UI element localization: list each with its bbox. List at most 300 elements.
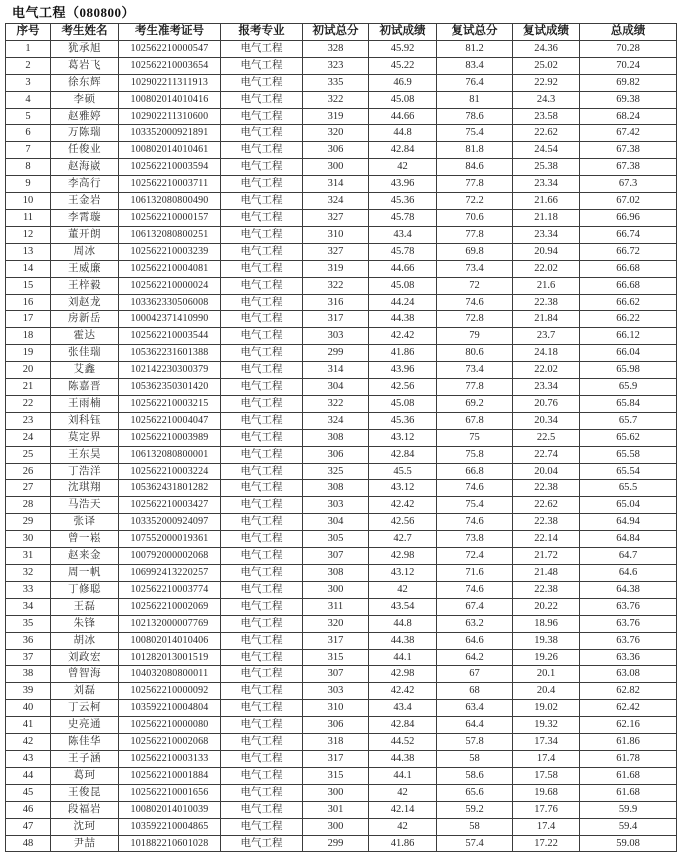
cell-final-score: 66.04 bbox=[580, 345, 677, 362]
cell-initial-total: 317 bbox=[303, 311, 369, 328]
cell-exam-id: 102562210003133 bbox=[119, 750, 221, 767]
table-row bbox=[6, 463, 677, 480]
cell-retest-total: 81 bbox=[437, 91, 513, 108]
cell-retest-score: 25.02 bbox=[513, 57, 580, 74]
cell-initial-score: 43.4 bbox=[369, 700, 437, 717]
score-table bbox=[5, 23, 677, 852]
cell-retest-score: 22.62 bbox=[513, 497, 580, 514]
cell-retest-total: 74.6 bbox=[437, 480, 513, 497]
cell-rank: 29 bbox=[6, 514, 51, 531]
cell-exam-id: 102902211311913 bbox=[119, 74, 221, 91]
cell-rank: 47 bbox=[6, 818, 51, 835]
cell-initial-total: 299 bbox=[303, 835, 369, 852]
cell-initial-score: 43.4 bbox=[369, 226, 437, 243]
cell-final-score: 61.68 bbox=[580, 784, 677, 801]
table-row bbox=[6, 480, 677, 497]
cell-retest-total: 77.8 bbox=[437, 176, 513, 193]
cell-exam-id: 105362350301420 bbox=[119, 379, 221, 396]
cell-final-score: 66.74 bbox=[580, 226, 677, 243]
cell-initial-total: 316 bbox=[303, 294, 369, 311]
cell-retest-score: 20.94 bbox=[513, 243, 580, 260]
cell-retest-total: 81.8 bbox=[437, 142, 513, 159]
cell-rank: 25 bbox=[6, 446, 51, 463]
cell-final-score: 63.36 bbox=[580, 649, 677, 666]
cell-major: 电气工程 bbox=[221, 615, 303, 632]
cell-initial-total: 299 bbox=[303, 345, 369, 362]
cell-initial-score: 42 bbox=[369, 581, 437, 598]
table-row bbox=[6, 176, 677, 193]
cell-retest-score: 19.02 bbox=[513, 700, 580, 717]
cell-initial-score: 44.66 bbox=[369, 108, 437, 125]
cell-rank: 41 bbox=[6, 717, 51, 734]
cell-major: 电气工程 bbox=[221, 345, 303, 362]
cell-name: 董开朗 bbox=[51, 226, 119, 243]
cell-retest-score: 20.04 bbox=[513, 463, 580, 480]
cell-initial-score: 42 bbox=[369, 159, 437, 176]
cell-initial-total: 319 bbox=[303, 108, 369, 125]
cell-final-score: 70.28 bbox=[580, 40, 677, 57]
cell-major: 电气工程 bbox=[221, 717, 303, 734]
cell-rank: 46 bbox=[6, 801, 51, 818]
cell-rank: 42 bbox=[6, 734, 51, 751]
cell-final-score: 64.84 bbox=[580, 531, 677, 548]
cell-name: 丁云柯 bbox=[51, 700, 119, 717]
cell-rank: 3 bbox=[6, 74, 51, 91]
cell-retest-total: 78.6 bbox=[437, 108, 513, 125]
cell-rank: 34 bbox=[6, 598, 51, 615]
cell-exam-id: 102562210003711 bbox=[119, 176, 221, 193]
cell-retest-score: 17.76 bbox=[513, 801, 580, 818]
cell-major: 电气工程 bbox=[221, 446, 303, 463]
table-row bbox=[6, 345, 677, 362]
table-row bbox=[6, 750, 677, 767]
cell-initial-score: 44.38 bbox=[369, 750, 437, 767]
cell-major: 电气工程 bbox=[221, 379, 303, 396]
cell-name: 赵雅婷 bbox=[51, 108, 119, 125]
cell-exam-id: 102562210004081 bbox=[119, 260, 221, 277]
table-row bbox=[6, 632, 677, 649]
table-row bbox=[6, 209, 677, 226]
cell-initial-total: 319 bbox=[303, 260, 369, 277]
cell-final-score: 62.16 bbox=[580, 717, 677, 734]
table-row bbox=[6, 108, 677, 125]
cell-exam-id: 103592210004804 bbox=[119, 700, 221, 717]
page-title: 电气工程（080800） bbox=[12, 5, 136, 20]
cell-final-score: 70.24 bbox=[580, 57, 677, 74]
cell-initial-score: 42.7 bbox=[369, 531, 437, 548]
cell-name: 任俊业 bbox=[51, 142, 119, 159]
cell-major: 电气工程 bbox=[221, 649, 303, 666]
cell-initial-score: 45.78 bbox=[369, 243, 437, 260]
cell-final-score: 63.08 bbox=[580, 666, 677, 683]
cell-rank: 8 bbox=[6, 159, 51, 176]
cell-exam-id: 102562210000024 bbox=[119, 277, 221, 294]
cell-final-score: 65.84 bbox=[580, 395, 677, 412]
cell-name: 胡冰 bbox=[51, 632, 119, 649]
cell-initial-total: 318 bbox=[303, 734, 369, 751]
cell-name: 陈嘉晋 bbox=[51, 379, 119, 396]
cell-initial-total: 322 bbox=[303, 395, 369, 412]
cell-retest-score: 19.32 bbox=[513, 717, 580, 734]
cell-major: 电气工程 bbox=[221, 176, 303, 193]
cell-retest-total: 64.6 bbox=[437, 632, 513, 649]
cell-initial-total: 306 bbox=[303, 142, 369, 159]
cell-final-score: 69.38 bbox=[580, 91, 677, 108]
cell-rank: 16 bbox=[6, 294, 51, 311]
cell-initial-score: 45.08 bbox=[369, 91, 437, 108]
table-row bbox=[6, 311, 677, 328]
cell-initial-total: 310 bbox=[303, 700, 369, 717]
table-row bbox=[6, 243, 677, 260]
cell-major: 电气工程 bbox=[221, 328, 303, 345]
cell-retest-score: 22.02 bbox=[513, 260, 580, 277]
cell-initial-score: 43.12 bbox=[369, 429, 437, 446]
cell-name: 王磊 bbox=[51, 598, 119, 615]
cell-final-score: 67.3 bbox=[580, 176, 677, 193]
cell-initial-total: 325 bbox=[303, 463, 369, 480]
cell-name: 赵海崴 bbox=[51, 159, 119, 176]
cell-name: 王威廉 bbox=[51, 260, 119, 277]
cell-retest-total: 72 bbox=[437, 277, 513, 294]
cell-exam-id: 105362231601388 bbox=[119, 345, 221, 362]
cell-rank: 24 bbox=[6, 429, 51, 446]
cell-initial-total: 324 bbox=[303, 193, 369, 210]
cell-name: 张译 bbox=[51, 514, 119, 531]
cell-retest-total: 57.8 bbox=[437, 734, 513, 751]
cell-initial-score: 44.8 bbox=[369, 615, 437, 632]
cell-exam-id: 106132080800251 bbox=[119, 226, 221, 243]
cell-final-score: 64.6 bbox=[580, 565, 677, 582]
cell-rank: 40 bbox=[6, 700, 51, 717]
cell-rank: 38 bbox=[6, 666, 51, 683]
cell-initial-total: 317 bbox=[303, 750, 369, 767]
cell-rank: 17 bbox=[6, 311, 51, 328]
cell-final-score: 69.82 bbox=[580, 74, 677, 91]
table-row bbox=[6, 142, 677, 159]
cell-final-score: 65.58 bbox=[580, 446, 677, 463]
cell-retest-score: 23.34 bbox=[513, 379, 580, 396]
cell-initial-total: 306 bbox=[303, 717, 369, 734]
cell-rank: 23 bbox=[6, 412, 51, 429]
cell-initial-total: 300 bbox=[303, 159, 369, 176]
cell-name: 徐东辉 bbox=[51, 74, 119, 91]
cell-exam-id: 103352000924097 bbox=[119, 514, 221, 531]
cell-initial-score: 42 bbox=[369, 818, 437, 835]
cell-initial-score: 42.42 bbox=[369, 683, 437, 700]
cell-name: 段福岩 bbox=[51, 801, 119, 818]
cell-exam-id: 103362330506008 bbox=[119, 294, 221, 311]
cell-rank: 32 bbox=[6, 565, 51, 582]
table-row bbox=[6, 379, 677, 396]
cell-retest-score: 22.62 bbox=[513, 125, 580, 142]
cell-retest-total: 64.4 bbox=[437, 717, 513, 734]
table-row bbox=[6, 277, 677, 294]
cell-retest-total: 71.6 bbox=[437, 565, 513, 582]
cell-retest-total: 79 bbox=[437, 328, 513, 345]
cell-major: 电气工程 bbox=[221, 801, 303, 818]
cell-major: 电气工程 bbox=[221, 429, 303, 446]
cell-name: 尹喆 bbox=[51, 835, 119, 852]
cell-exam-id: 101882210601028 bbox=[119, 835, 221, 852]
cell-exam-id: 102562210001884 bbox=[119, 767, 221, 784]
cell-exam-id: 102142230300379 bbox=[119, 362, 221, 379]
cell-initial-score: 42.14 bbox=[369, 801, 437, 818]
cell-initial-score: 43.54 bbox=[369, 598, 437, 615]
cell-exam-id: 102562210003544 bbox=[119, 328, 221, 345]
cell-initial-total: 303 bbox=[303, 497, 369, 514]
cell-retest-score: 23.34 bbox=[513, 226, 580, 243]
cell-exam-id: 100802014010461 bbox=[119, 142, 221, 159]
cell-initial-total: 323 bbox=[303, 57, 369, 74]
cell-rank: 35 bbox=[6, 615, 51, 632]
cell-rank: 2 bbox=[6, 57, 51, 74]
cell-rank: 14 bbox=[6, 260, 51, 277]
cell-final-score: 66.68 bbox=[580, 277, 677, 294]
cell-name: 沈琪翔 bbox=[51, 480, 119, 497]
cell-initial-score: 42.42 bbox=[369, 328, 437, 345]
cell-initial-total: 307 bbox=[303, 548, 369, 565]
cell-initial-total: 320 bbox=[303, 615, 369, 632]
column-header-name: 考生姓名 bbox=[51, 24, 119, 41]
cell-name: 周一帆 bbox=[51, 565, 119, 582]
cell-final-score: 63.76 bbox=[580, 615, 677, 632]
cell-exam-id: 102132000007769 bbox=[119, 615, 221, 632]
cell-retest-score: 17.4 bbox=[513, 750, 580, 767]
cell-retest-total: 77.8 bbox=[437, 226, 513, 243]
cell-final-score: 59.08 bbox=[580, 835, 677, 852]
cell-retest-score: 20.76 bbox=[513, 395, 580, 412]
cell-major: 电气工程 bbox=[221, 311, 303, 328]
cell-exam-id: 103352000921891 bbox=[119, 125, 221, 142]
cell-retest-score: 21.6 bbox=[513, 277, 580, 294]
cell-name: 王东昊 bbox=[51, 446, 119, 463]
table-row bbox=[6, 412, 677, 429]
cell-retest-total: 58 bbox=[437, 818, 513, 835]
cell-name: 葛岩飞 bbox=[51, 57, 119, 74]
table-row bbox=[6, 801, 677, 818]
cell-name: 朱锋 bbox=[51, 615, 119, 632]
cell-initial-score: 45.08 bbox=[369, 395, 437, 412]
cell-rank: 20 bbox=[6, 362, 51, 379]
cell-exam-id: 102562210003215 bbox=[119, 395, 221, 412]
cell-retest-score: 21.84 bbox=[513, 311, 580, 328]
cell-rank: 30 bbox=[6, 531, 51, 548]
cell-initial-total: 303 bbox=[303, 328, 369, 345]
cell-retest-score: 22.38 bbox=[513, 294, 580, 311]
cell-retest-total: 72.8 bbox=[437, 311, 513, 328]
cell-name: 马浩天 bbox=[51, 497, 119, 514]
column-header-retest-total: 复试总分 bbox=[437, 24, 513, 41]
cell-initial-total: 315 bbox=[303, 649, 369, 666]
cell-retest-score: 19.26 bbox=[513, 649, 580, 666]
cell-name: 刘赵龙 bbox=[51, 294, 119, 311]
cell-major: 电气工程 bbox=[221, 598, 303, 615]
cell-retest-score: 17.34 bbox=[513, 734, 580, 751]
cell-major: 电气工程 bbox=[221, 40, 303, 57]
cell-name: 曾一崧 bbox=[51, 531, 119, 548]
cell-major: 电气工程 bbox=[221, 395, 303, 412]
cell-exam-id: 102562210003427 bbox=[119, 497, 221, 514]
cell-initial-total: 306 bbox=[303, 446, 369, 463]
cell-initial-score: 45.78 bbox=[369, 209, 437, 226]
table-body bbox=[6, 40, 677, 852]
cell-exam-id: 100802014010416 bbox=[119, 91, 221, 108]
cell-name: 艾鑫 bbox=[51, 362, 119, 379]
cell-major: 电气工程 bbox=[221, 226, 303, 243]
cell-final-score: 66.62 bbox=[580, 294, 677, 311]
cell-retest-score: 23.7 bbox=[513, 328, 580, 345]
table-row bbox=[6, 193, 677, 210]
cell-name: 李霄璇 bbox=[51, 209, 119, 226]
cell-major: 电气工程 bbox=[221, 531, 303, 548]
cell-exam-id: 105362431801282 bbox=[119, 480, 221, 497]
cell-initial-total: 322 bbox=[303, 277, 369, 294]
cell-retest-total: 59.2 bbox=[437, 801, 513, 818]
cell-name: 刘科钰 bbox=[51, 412, 119, 429]
cell-retest-score: 22.02 bbox=[513, 362, 580, 379]
cell-final-score: 62.42 bbox=[580, 700, 677, 717]
cell-retest-total: 64.2 bbox=[437, 649, 513, 666]
cell-major: 电气工程 bbox=[221, 159, 303, 176]
cell-name: 王子涵 bbox=[51, 750, 119, 767]
cell-retest-score: 21.66 bbox=[513, 193, 580, 210]
cell-major: 电气工程 bbox=[221, 497, 303, 514]
cell-major: 电气工程 bbox=[221, 818, 303, 835]
cell-retest-total: 57.4 bbox=[437, 835, 513, 852]
cell-retest-total: 75.8 bbox=[437, 446, 513, 463]
cell-initial-total: 300 bbox=[303, 784, 369, 801]
cell-final-score: 59.4 bbox=[580, 818, 677, 835]
cell-final-score: 64.7 bbox=[580, 548, 677, 565]
cell-initial-total: 304 bbox=[303, 379, 369, 396]
cell-exam-id: 102562210002068 bbox=[119, 734, 221, 751]
column-header-exam-id: 考生准考证号 bbox=[119, 24, 221, 41]
cell-retest-total: 65.6 bbox=[437, 784, 513, 801]
cell-final-score: 66.68 bbox=[580, 260, 677, 277]
cell-major: 电气工程 bbox=[221, 581, 303, 598]
table-row bbox=[6, 666, 677, 683]
cell-rank: 28 bbox=[6, 497, 51, 514]
table-row bbox=[6, 784, 677, 801]
cell-name: 王金岩 bbox=[51, 193, 119, 210]
cell-rank: 36 bbox=[6, 632, 51, 649]
cell-initial-score: 42 bbox=[369, 784, 437, 801]
table-row bbox=[6, 734, 677, 751]
cell-initial-score: 45.08 bbox=[369, 277, 437, 294]
table-row bbox=[6, 767, 677, 784]
cell-retest-total: 76.4 bbox=[437, 74, 513, 91]
cell-major: 电气工程 bbox=[221, 632, 303, 649]
cell-retest-score: 19.38 bbox=[513, 632, 580, 649]
cell-initial-score: 44.38 bbox=[369, 632, 437, 649]
cell-final-score: 63.76 bbox=[580, 632, 677, 649]
cell-final-score: 64.94 bbox=[580, 514, 677, 531]
cell-initial-total: 314 bbox=[303, 176, 369, 193]
cell-exam-id: 104032080800011 bbox=[119, 666, 221, 683]
cell-exam-id: 100042371410990 bbox=[119, 311, 221, 328]
cell-name: 赵来金 bbox=[51, 548, 119, 565]
cell-major: 电气工程 bbox=[221, 57, 303, 74]
cell-initial-score: 42.42 bbox=[369, 497, 437, 514]
cell-retest-total: 69.8 bbox=[437, 243, 513, 260]
cell-name: 王梓毅 bbox=[51, 277, 119, 294]
cell-retest-total: 73.4 bbox=[437, 260, 513, 277]
cell-major: 电气工程 bbox=[221, 666, 303, 683]
cell-major: 电气工程 bbox=[221, 835, 303, 852]
table-row bbox=[6, 835, 677, 852]
cell-initial-total: 300 bbox=[303, 581, 369, 598]
cell-retest-total: 74.6 bbox=[437, 514, 513, 531]
cell-retest-total: 63.2 bbox=[437, 615, 513, 632]
cell-retest-score: 20.22 bbox=[513, 598, 580, 615]
cell-exam-id: 100792000002068 bbox=[119, 548, 221, 565]
cell-major: 电气工程 bbox=[221, 209, 303, 226]
cell-name: 张佳瑞 bbox=[51, 345, 119, 362]
cell-initial-total: 335 bbox=[303, 74, 369, 91]
cell-initial-score: 41.86 bbox=[369, 345, 437, 362]
cell-retest-score: 22.38 bbox=[513, 581, 580, 598]
cell-name: 刘政宏 bbox=[51, 649, 119, 666]
cell-initial-score: 42.56 bbox=[369, 379, 437, 396]
cell-retest-total: 75 bbox=[437, 429, 513, 446]
table-row bbox=[6, 717, 677, 734]
cell-name: 丁修聪 bbox=[51, 581, 119, 598]
cell-retest-score: 20.4 bbox=[513, 683, 580, 700]
cell-major: 电气工程 bbox=[221, 463, 303, 480]
table-row bbox=[6, 683, 677, 700]
table-row bbox=[6, 565, 677, 582]
cell-exam-id: 102562210000092 bbox=[119, 683, 221, 700]
cell-initial-score: 42.84 bbox=[369, 717, 437, 734]
cell-initial-total: 308 bbox=[303, 429, 369, 446]
cell-exam-id: 102562210000080 bbox=[119, 717, 221, 734]
cell-initial-score: 43.96 bbox=[369, 362, 437, 379]
cell-retest-score: 17.4 bbox=[513, 818, 580, 835]
cell-initial-total: 300 bbox=[303, 818, 369, 835]
cell-rank: 48 bbox=[6, 835, 51, 852]
cell-exam-id: 106992413220257 bbox=[119, 565, 221, 582]
cell-final-score: 61.86 bbox=[580, 734, 677, 751]
column-header-initial-score: 初试成绩 bbox=[369, 24, 437, 41]
cell-retest-score: 22.5 bbox=[513, 429, 580, 446]
cell-major: 电气工程 bbox=[221, 548, 303, 565]
cell-exam-id: 102562210003774 bbox=[119, 581, 221, 598]
cell-major: 电气工程 bbox=[221, 565, 303, 582]
cell-retest-total: 67.8 bbox=[437, 412, 513, 429]
cell-major: 电气工程 bbox=[221, 700, 303, 717]
cell-retest-score: 20.1 bbox=[513, 666, 580, 683]
table-row bbox=[6, 429, 677, 446]
cell-retest-total: 67 bbox=[437, 666, 513, 683]
cell-rank: 39 bbox=[6, 683, 51, 700]
cell-name: 葛珂 bbox=[51, 767, 119, 784]
cell-retest-score: 24.3 bbox=[513, 91, 580, 108]
cell-retest-score: 17.22 bbox=[513, 835, 580, 852]
cell-exam-id: 102902211310600 bbox=[119, 108, 221, 125]
cell-exam-id: 102562210000547 bbox=[119, 40, 221, 57]
cell-initial-total: 308 bbox=[303, 480, 369, 497]
cell-retest-score: 23.34 bbox=[513, 176, 580, 193]
cell-initial-total: 307 bbox=[303, 666, 369, 683]
cell-name: 沈珂 bbox=[51, 818, 119, 835]
cell-name: 史亮通 bbox=[51, 717, 119, 734]
cell-initial-total: 320 bbox=[303, 125, 369, 142]
cell-final-score: 62.82 bbox=[580, 683, 677, 700]
cell-initial-score: 42.84 bbox=[369, 446, 437, 463]
cell-retest-score: 24.36 bbox=[513, 40, 580, 57]
cell-final-score: 66.22 bbox=[580, 311, 677, 328]
cell-initial-score: 42.84 bbox=[369, 142, 437, 159]
